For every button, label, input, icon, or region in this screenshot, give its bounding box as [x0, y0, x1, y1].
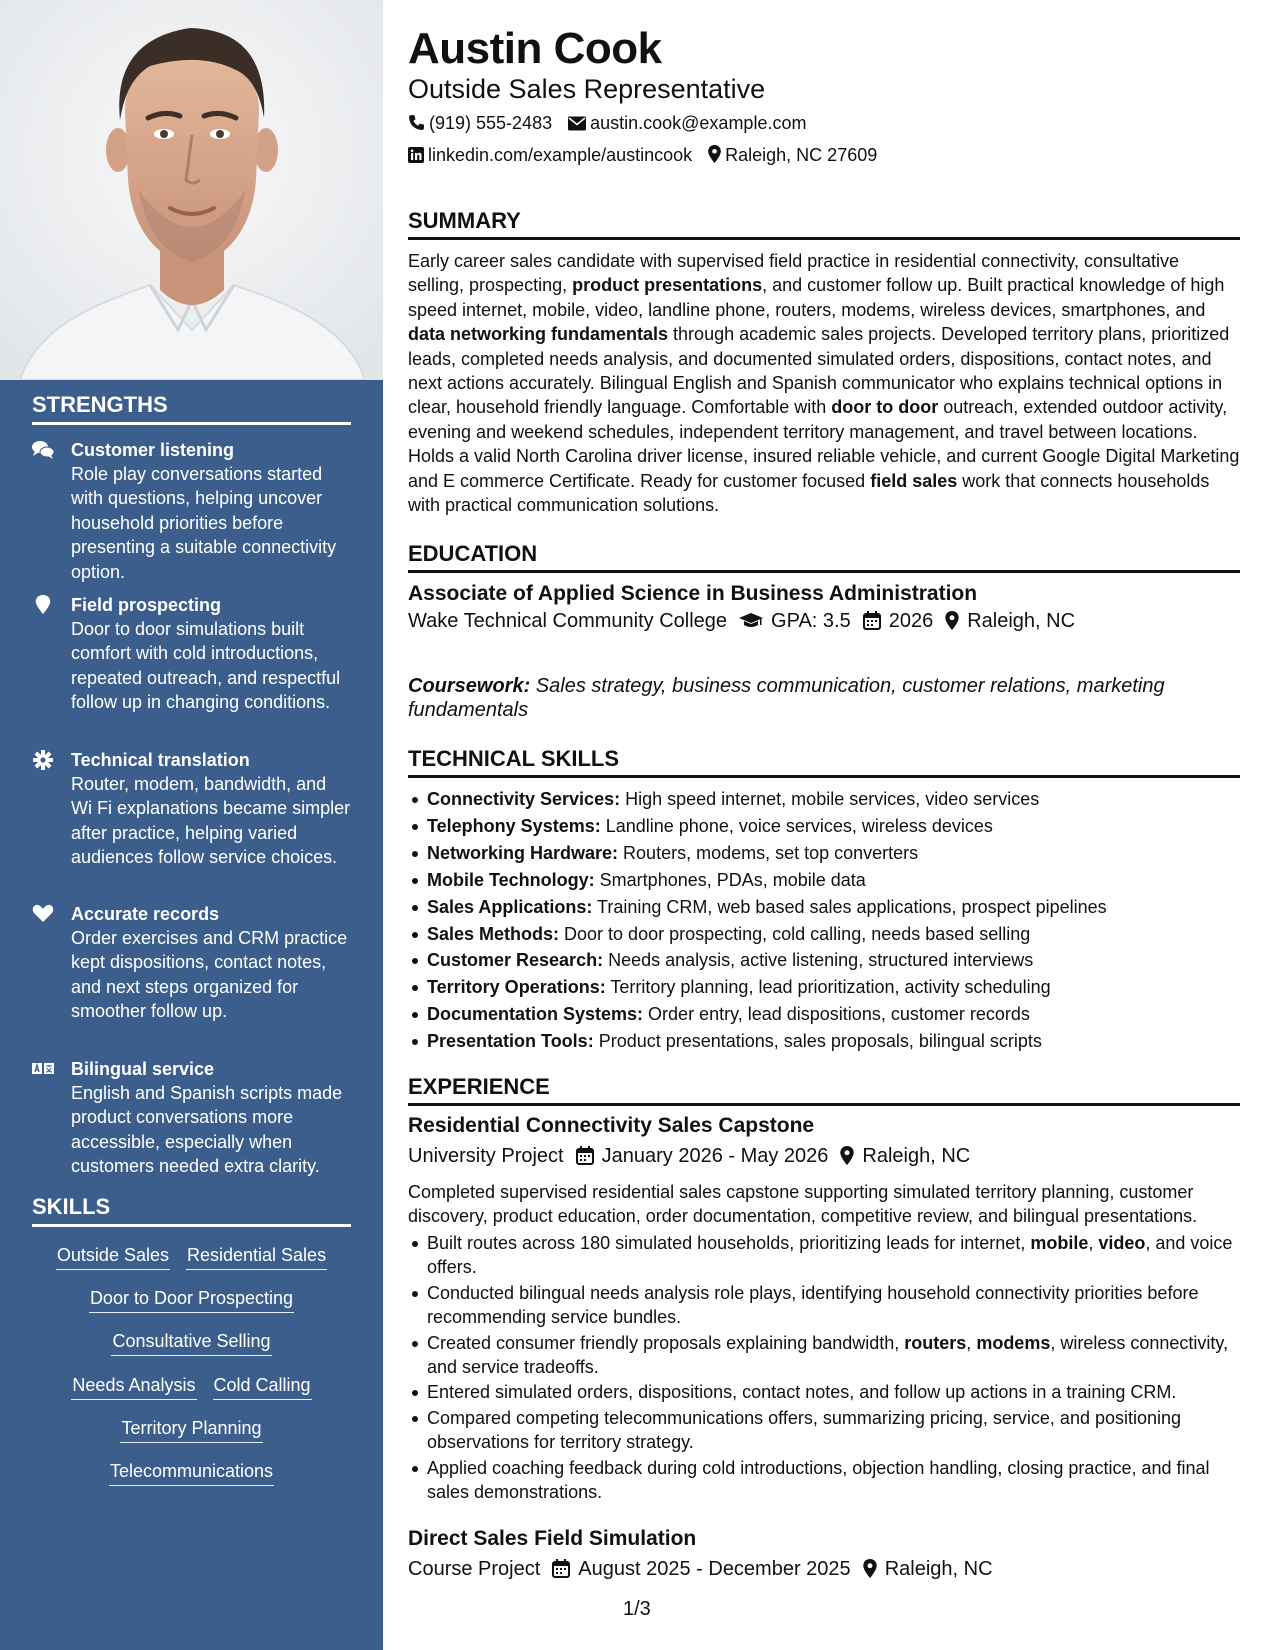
- coursework: [408, 674, 1240, 722]
- technical-skill-item: [408, 867, 1240, 894]
- coursework-label: Coursework:: [408, 675, 531, 697]
- technical-skill-item: [408, 840, 1240, 867]
- skill-values: Needs analysis, active listening, structured interviews: [603, 950, 1034, 971]
- skill-values: Smartphones, PDAs, mobile data: [594, 869, 866, 890]
- job-bullet: [408, 1331, 1240, 1379]
- text-segment: Entered simulated orders, dispositions, contact notes, and follow up actions in a training CRM.: [427, 1382, 1177, 1403]
- text-segment: , and customer follow up. Built practical knowledge of high speed internet, mobile, video, landline phone, routers, modems, wireless devices, smartphones, and: [408, 275, 1225, 320]
- job-meta: [408, 1558, 993, 1581]
- calendar-icon: [552, 1559, 570, 1578]
- job-bullet: [408, 1406, 1240, 1454]
- job-bullets: [408, 1231, 1240, 1506]
- strength-description: Router, modem, bandwidth, and Wi Fi explanations became simpler after practice, helping varied audiences follow service choices.: [71, 774, 351, 868]
- strength-description: Door to door simulations built comfort with cold introductions, repeated outreach, and respectful follow up in changing conditions.: [71, 619, 341, 713]
- education-meta: [408, 610, 1075, 633]
- school-name: Wake Technical Community College: [408, 610, 728, 632]
- job-location: Raleigh, NC: [884, 1558, 993, 1580]
- skill-category: Sales Applications:: [427, 896, 593, 917]
- skill-row: [32, 1286, 351, 1313]
- technical-skill-item: [408, 1001, 1240, 1028]
- skill-chip: Door to Door Prospecting: [89, 1286, 294, 1313]
- emphasis-text: routers: [904, 1332, 967, 1353]
- calendar-icon: [863, 611, 881, 630]
- skill-category: Networking Hardware:: [427, 842, 619, 863]
- emphasis-text: modems: [976, 1332, 1051, 1353]
- chat-bubbles-icon: [32, 440, 54, 460]
- job-bullet: [408, 1456, 1240, 1504]
- contact-line-2: [408, 145, 877, 166]
- technical-skills-heading: TECHNICAL SKILLS: [408, 746, 1240, 778]
- job-bullet: [408, 1231, 1240, 1279]
- skill-chip: Residential Sales: [186, 1243, 327, 1270]
- school-location: Raleigh, NC: [967, 610, 1076, 632]
- strength-title: Bilingual service: [71, 1059, 215, 1079]
- text-segment: Compared competing telecommunications offers, summarizing pricing, service, and positioning observations for territory strategy.: [427, 1407, 1182, 1453]
- skill-category: Connectivity Services:: [427, 789, 621, 809]
- email-link[interactable]: austin.cook@example.com: [590, 113, 807, 133]
- text-segment: Early career sales candidate with supervised field practice in residential connectivity, consultative selling, prospecting,: [408, 251, 1180, 296]
- language-icon: [32, 1059, 54, 1079]
- map-pin-icon: [32, 595, 54, 615]
- phone-text[interactable]: (919) 555-2483: [429, 113, 553, 133]
- profile-photo: [0, 0, 383, 380]
- job-meta: [408, 1145, 970, 1168]
- technical-skill-item: [408, 1028, 1240, 1055]
- skill-chip: Territory Planning: [120, 1416, 262, 1443]
- strength-title: Accurate records: [71, 904, 220, 924]
- strength-description: Order exercises and CRM practice kept dispositions, contact notes, and next steps organized for smoother follow up.: [71, 928, 348, 1022]
- skill-category: Telephony Systems:: [427, 815, 601, 836]
- candidate-title: Outside Sales Representative: [408, 74, 766, 104]
- summary-heading: SUMMARY: [408, 208, 1240, 240]
- map-pin-icon: [840, 1146, 854, 1165]
- graduation-cap-icon: [739, 612, 763, 630]
- location-text: Raleigh, NC 27609: [725, 145, 878, 165]
- emphasis-text: product presentations: [572, 275, 763, 296]
- text-segment: through academic sales projects. Developed territory plans, prioritized leads, completed needs analysis, and documented simulated orders, dispositions, contact notes, and next actions accurately. Bilingual English and Spanish communicator who explains technical options in clear, household friendly language. Comfortable with: [408, 324, 1230, 418]
- linkedin-link[interactable]: linkedin.com/example/austincook: [428, 145, 693, 165]
- strength-item-customer-listening: [32, 438, 352, 584]
- skill-values: Door to door prospecting, cold calling, needs based selling: [559, 923, 1031, 944]
- degree-title: Associate of Applied Science in Business Administration: [408, 582, 978, 605]
- education-heading: EDUCATION: [408, 541, 1240, 573]
- job-dates: August 2025 - December 2025: [578, 1558, 851, 1580]
- technical-skill-item: [408, 813, 1240, 840]
- strength-description: English and Spanish scripts made product conversations more accessible, especially when customers needed extra clarity.: [71, 1083, 343, 1177]
- skill-values: Landline phone, voice services, wireless devices: [600, 815, 993, 836]
- skill-chip: Cold Calling: [213, 1373, 312, 1400]
- text-segment: Conducted bilingual needs analysis role plays, identifying household connectivity priorities before recommending service bundles.: [427, 1282, 1199, 1327]
- skill-values: Product presentations, sales proposals, bilingual scripts: [593, 1031, 1042, 1052]
- strength-title: Field prospecting: [71, 595, 222, 615]
- skills-heading: SKILLS: [32, 1194, 351, 1227]
- skill-category: Customer Research:: [427, 950, 604, 971]
- skill-row: [32, 1416, 351, 1443]
- technical-skill-item: [408, 921, 1240, 948]
- skill-values: Routers, modems, set top converters: [618, 842, 919, 863]
- strength-item-technical-translation: [32, 748, 352, 870]
- gpa-text: GPA: 3.5: [771, 610, 851, 632]
- job-location: Raleigh, NC: [862, 1145, 971, 1167]
- skill-row: [32, 1373, 351, 1400]
- skill-row: [32, 1243, 351, 1270]
- skill-row: [32, 1459, 351, 1486]
- text-segment: Created consumer friendly proposals explaining bandwidth,: [427, 1332, 905, 1353]
- strength-item-field-prospecting: [32, 593, 352, 715]
- job-title: Direct Sales Field Simulation: [408, 1527, 697, 1550]
- strength-item-accurate-records: [32, 902, 352, 1024]
- technical-skill-item: [408, 894, 1240, 921]
- portrait-image: [0, 0, 383, 380]
- text-segment: , wireless connectivity, and service tradeoffs.: [427, 1332, 1229, 1377]
- skill-chip: Needs Analysis: [71, 1373, 196, 1400]
- job-org: University Project: [408, 1145, 564, 1167]
- map-pin-icon: [863, 1559, 877, 1578]
- job-title: Residential Connectivity Sales Capstone: [408, 1114, 815, 1137]
- job-dates: January 2026 - May 2026: [601, 1145, 829, 1167]
- skill-chip: Consultative Selling: [111, 1329, 271, 1356]
- text-segment: , and voice offers.: [427, 1233, 1233, 1278]
- skill-category: Sales Methods:: [427, 923, 560, 944]
- phone-icon: [408, 114, 425, 131]
- map-pin-icon: [945, 611, 959, 630]
- text-segment: Applied coaching feedback during cold introductions, objection handling, closing practice, and final sales demonstrations.: [427, 1457, 1210, 1502]
- skill-chip: Telecommunications: [109, 1459, 274, 1486]
- job-org: Course Project: [408, 1558, 541, 1580]
- emphasis-text: mobile: [1030, 1233, 1089, 1253]
- strength-item-bilingual-service: [32, 1057, 352, 1179]
- emphasis-text: door to door: [831, 397, 939, 418]
- skill-category: Presentation Tools:: [427, 1031, 594, 1052]
- skill-row: [32, 1329, 351, 1356]
- envelope-icon: [568, 116, 586, 131]
- linkedin-icon: [408, 147, 424, 163]
- text-segment: ,: [966, 1332, 977, 1353]
- skill-category: Territory Operations:: [427, 977, 606, 998]
- calendar-icon: [576, 1146, 594, 1165]
- skill-values: Territory planning, lead prioritization, activity scheduling: [605, 977, 1051, 998]
- skill-values: Order entry, lead dispositions, customer records: [643, 1004, 1030, 1025]
- skill-category: Mobile Technology:: [427, 869, 595, 890]
- experience-heading: EXPERIENCE: [408, 1074, 1240, 1106]
- contact-line-1: [408, 113, 806, 134]
- coursework-text: Sales strategy, business communication, customer relations, marketing fundamentals: [408, 675, 1165, 721]
- text-segment: Built routes across 180 simulated households, prioritizing leads for internet,: [427, 1233, 1031, 1253]
- emphasis-text: video: [1098, 1233, 1146, 1253]
- text-segment: ,: [1088, 1233, 1099, 1253]
- map-pin-icon: [708, 145, 721, 163]
- strength-title: Technical translation: [71, 750, 250, 770]
- graduation-year: 2026: [888, 610, 934, 632]
- technical-skill-item: [408, 974, 1240, 1001]
- technical-skills-list: [408, 786, 1240, 1055]
- heart-icon: [32, 904, 54, 924]
- technical-skill-item: [408, 947, 1240, 974]
- job-bullet: [408, 1380, 1240, 1404]
- summary-text: [408, 249, 1240, 517]
- skill-category: Documentation Systems:: [427, 1004, 644, 1025]
- skill-values: High speed internet, mobile services, video services: [620, 789, 1040, 809]
- strength-title: Customer listening: [71, 440, 235, 460]
- emphasis-text: data networking fundamentals: [408, 324, 669, 345]
- text-segment: outreach, extended outdoor activity, evening and weekend schedules, independent territory management, and travel between locations. Holds a valid North Carolina driver license, insured reliable vehicle, and current Google Digital Marketing and E commerce Certificate. Ready for customer focused: [408, 397, 1240, 491]
- strengths-heading: STRENGTHS: [32, 392, 351, 425]
- page-number: 1/3: [623, 1598, 651, 1620]
- skill-values: Training CRM, web based sales applications, prospect pipelines: [592, 896, 1107, 917]
- sidebar: [0, 0, 383, 1650]
- text-segment: work that connects households with practical communication solutions.: [408, 470, 1210, 516]
- skill-chip: Outside Sales: [56, 1243, 170, 1270]
- job-bullet: [408, 1281, 1240, 1329]
- emphasis-text: field sales: [870, 470, 958, 491]
- candidate-name: Austin Cook: [408, 24, 662, 73]
- gear-icon: [32, 750, 54, 770]
- technical-skill-item: [408, 786, 1240, 813]
- strength-description: Role play conversations started with questions, helping uncover household priorities before presenting a suitable connectivity option.: [71, 464, 337, 582]
- job-summary: Completed supervised residential sales capstone supporting simulated territory planning, customer discovery, product education, order documentation, competitive review, and bilingual presentations.: [408, 1182, 1198, 1227]
